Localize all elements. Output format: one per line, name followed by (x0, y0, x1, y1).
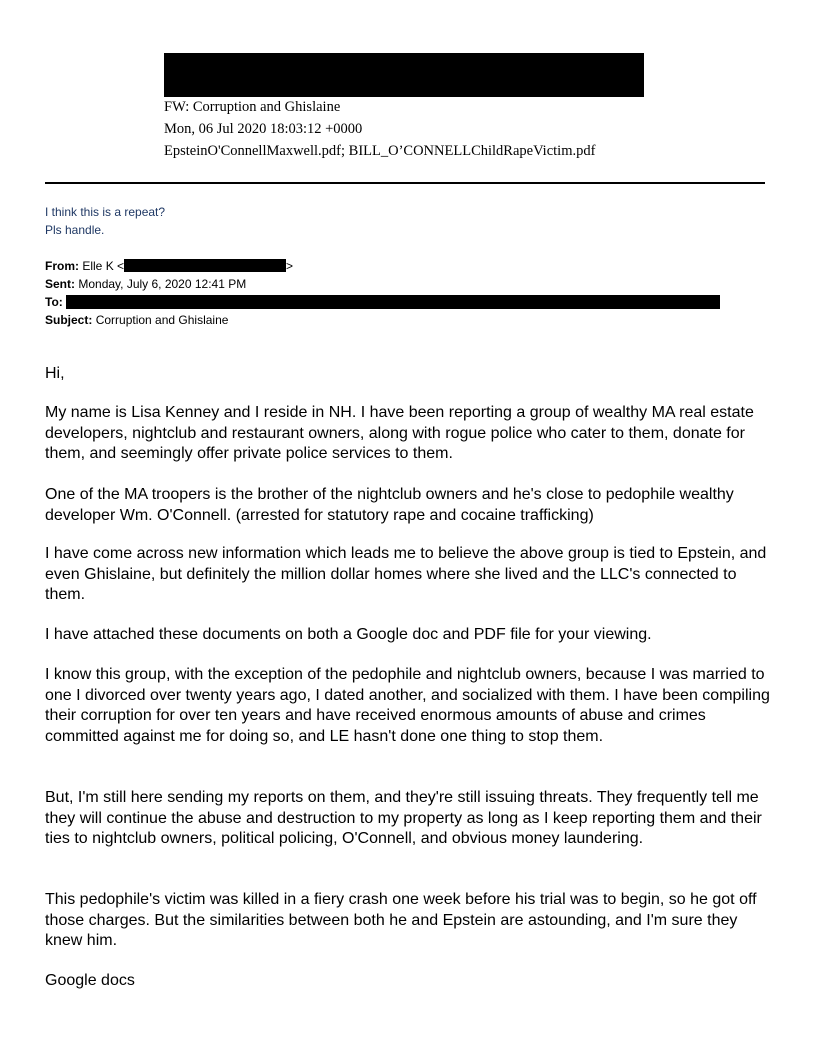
paragraph-4-text: I have attached these documents on both a Google doc and PDF file for your viewing. (45, 626, 652, 643)
body-paragraph-2 (45, 485, 775, 526)
forwarded-to-label: To: (45, 295, 63, 309)
forwarded-sent-value: Monday, July 6, 2020 12:41 PM (78, 277, 247, 291)
redaction-bar-from-to (164, 53, 644, 97)
forwarded-sent-label: Sent: (45, 277, 75, 291)
paragraph-2-text: One of the MA troopers is the brother of the nightclub owners and he's close to pedophile wealthy developer Wm. O'Connell. (arrested for statutory rape and cocaine trafficking) (45, 486, 734, 524)
note-line-1: I think this is a repeat? (45, 205, 166, 219)
paragraph-3-text: I have come across new information which leads me to believe the above group is tied to Epstein, and even Ghislaine, but definitely the million dollar homes where she lived and the LLC's connected to them. (45, 545, 767, 604)
body-paragraph-3 (45, 544, 775, 606)
forwarded-from-name: Elle K < (82, 259, 125, 273)
note-line-2: Pls handle. (45, 223, 105, 237)
paragraph-6-text: But, I'm still here sending my reports on them, and they're still issuing threats. They frequently tell me they will continue the abuse and destruction to my property as long as I keep reporting them and their ties to nightclub owners, political policing, O'Connell, and obvious money laundering. (45, 789, 762, 848)
paragraph-1-text: My name is Lisa Kenney and I reside in NH. I have been reporting a group of wealthy MA real estate developers, nightclub and restaurant owners, along with rogue police who cater to them, donate for them, and seemingly offer private police services to them. (45, 404, 754, 463)
redaction-bar-to (66, 295, 720, 309)
forwarded-from-close: > (286, 259, 294, 273)
attachments-value[interactable]: EpsteinO'ConnellMaxwell.pdf; BILL_O’CONNELLChildRapeVictim.pdf (164, 143, 596, 159)
paragraph-7-text: This pedophile's victim was killed in a fiery crash one week before his trial was to begin, so he got off those charges. But the similarities between both he and Epstein are astounding, and I'm sure they knew him. (45, 891, 757, 950)
body-paragraph-6 (45, 788, 775, 850)
forwarded-subject-label: Subject: (45, 313, 93, 327)
google-docs-text[interactable]: Google docs (45, 972, 135, 989)
body-greeting (45, 364, 775, 385)
body-paragraph-4 (45, 625, 775, 646)
body-paragraph-5 (45, 665, 775, 747)
body-paragraph-7 (45, 890, 775, 952)
body-paragraph-8 (45, 971, 775, 992)
greeting-text: Hi, (45, 365, 65, 382)
forwarded-from-label: From: (45, 259, 79, 273)
body-paragraph-1 (45, 403, 775, 465)
forwarded-to-line (45, 293, 720, 311)
forwarded-subject-value: Corruption and Ghislaine (95, 313, 229, 327)
redaction-bar-from-email (124, 259, 286, 272)
forwarded-from-line (45, 257, 293, 275)
forwarded-sent-line (45, 275, 246, 293)
date-value: Mon, 06 Jul 2020 18:03:12 +0000 (164, 121, 363, 137)
subject-value: FW: Corruption and Ghislaine (164, 99, 341, 115)
header-divider (45, 182, 765, 184)
forward-note (45, 203, 165, 239)
forwarded-subject-line (45, 311, 228, 329)
paragraph-5-text: I know this group, with the exception of the pedophile and nightclub owners, because I was married to one I divorced over twenty years ago, I dated another, and socialized with them. I have been compiling their corruption for over ten years and have received enormous amounts of abuse and crimes committed against me for doing so, and LE hasn't done one thing to stop them. (45, 666, 770, 745)
